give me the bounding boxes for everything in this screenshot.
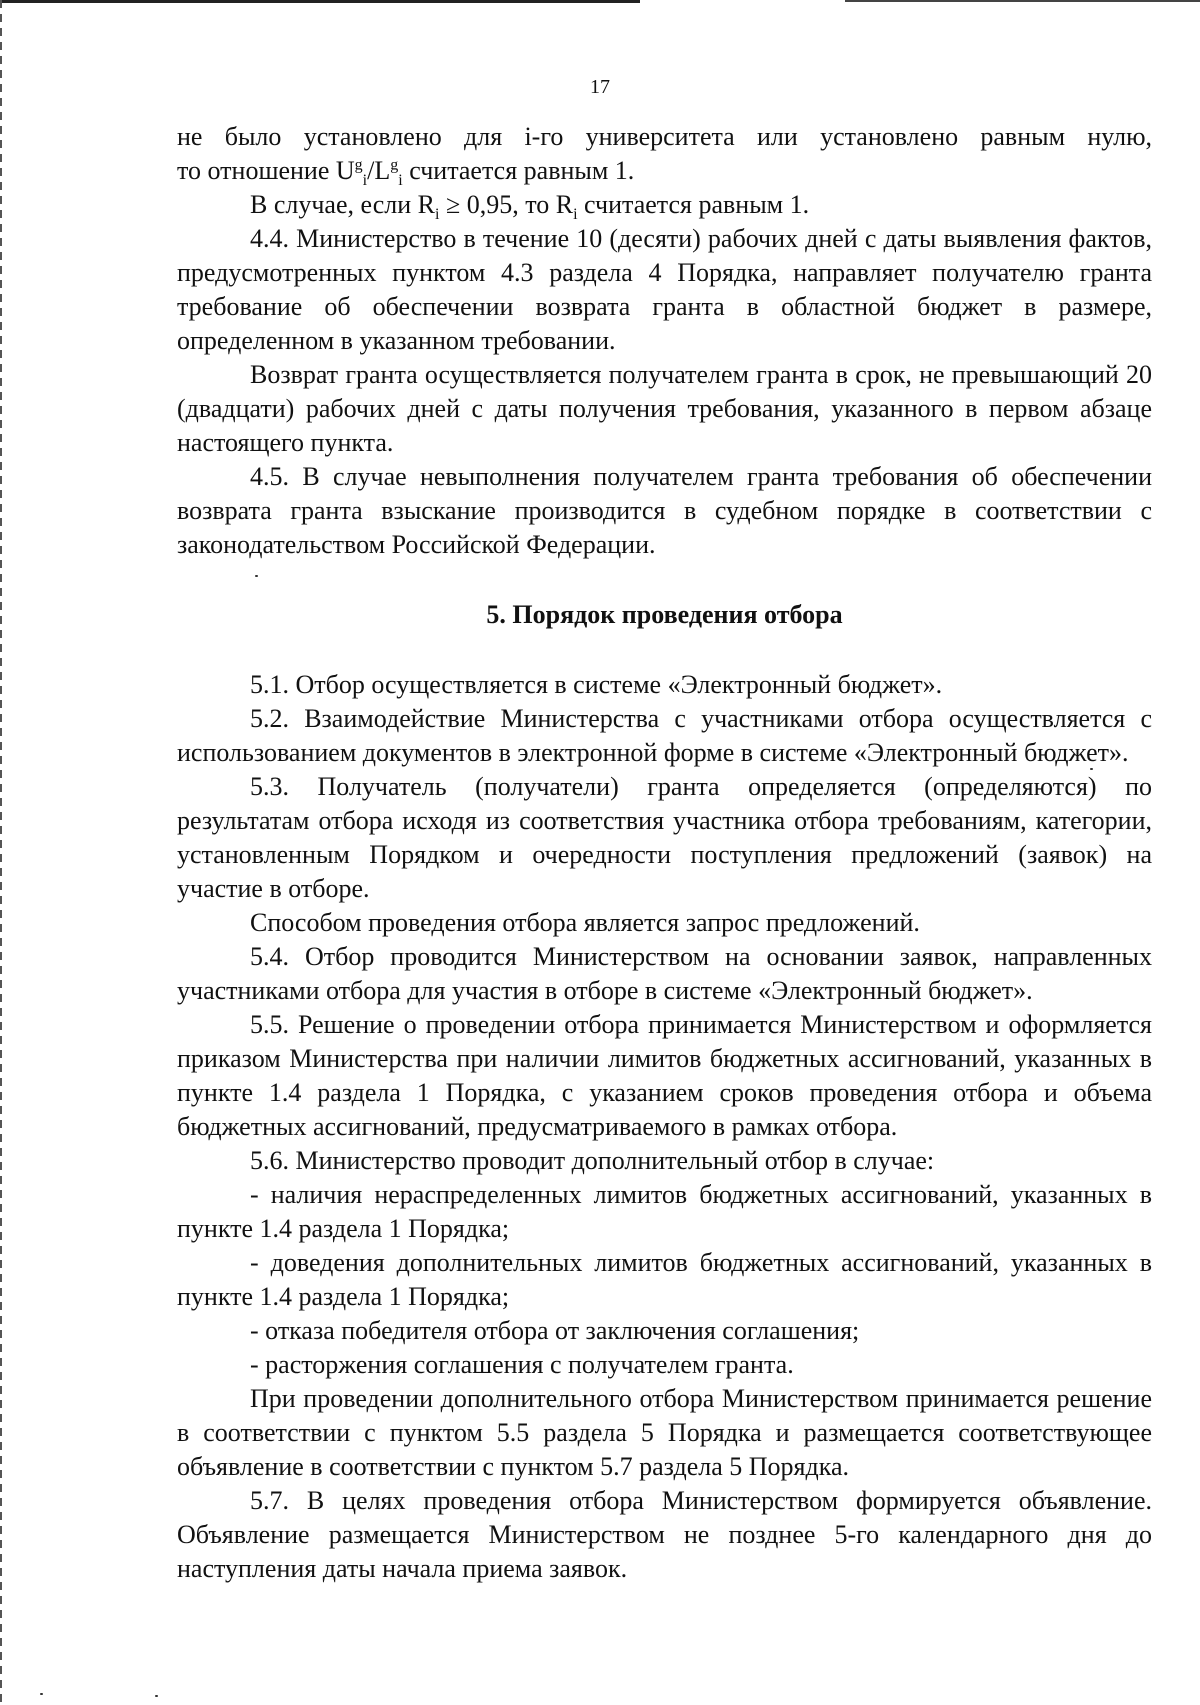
paragraph-5-7: 5.7. В целях проведения отбора Министерством формируется объявление. Объявление размещается Министерством не позднее 5-го календарного дня до наступления даты начала приема заявок. (177, 1486, 1152, 1583)
paragraph-5-4: 5.4. Отбор проводится Министерством на основании заявок, направленных участниками отбора для участия в отборе в системе «Электронный бюджет». (177, 942, 1152, 1005)
section-heading: 5. Порядок проведения отбора (486, 600, 843, 629)
list-item: - наличия нераспределенных лимитов бюджетных ассигнований, указанных в пункте 1.4 раздела 1 Порядка; (177, 1180, 1152, 1243)
list-item: - отказа победителя отбора от заключения соглашения; (250, 1316, 860, 1345)
paragraph-5-6: 5.6. Министерство проводит дополнительный отбор в случае: (250, 1146, 935, 1175)
scan-edge-top (0, 0, 640, 3)
text-run: считается равным 1. (577, 190, 810, 219)
paragraph-ri-condition (177, 188, 1152, 222)
formula-l-sub: i (398, 172, 403, 190)
paragraph-4-5: 4.5. В случае невыполнения получателем гранта требования об обеспечении возврата гранта взыскание производится в судебном порядке в соответствии с законодательством Российской Федерации. (177, 462, 1152, 559)
formula-l: L (374, 156, 391, 185)
scan-speck (155, 1695, 158, 1697)
paragraph-5-1: 5.1. Отбор осуществляется в системе «Электронный бюджет». (250, 670, 943, 699)
paragraph-5-5: 5.5. Решение о проведении отбора принимается Министерством и оформляется приказом Министерства при наличии лимитов бюджетных ассигнований, указанных в пункте 1.4 раздела 1 Порядка, с указанием сроков проведения отбора и объема бюджетных ассигнований, предусматриваемого в рамках отбора. (177, 1010, 1152, 1141)
formula-u-sup: g (354, 156, 363, 174)
formula-l-sup: g (390, 156, 399, 174)
text-run: то отношение (177, 156, 336, 185)
formula-u: U (335, 156, 355, 185)
paragraph-additional-selection: При проведении дополнительного отбора Министерством принимается решение в соответствии с пунктом 5.5 раздела 5 Порядка и размещается соответствующее объявление в соответствии с пунктом 5.7 раздела 5 Порядка. (177, 1384, 1152, 1481)
formula-u-sub: i (362, 172, 368, 190)
paragraph-ratio-formula (177, 154, 1152, 188)
text-run: ≥ 0,95, то R (439, 190, 574, 219)
paragraph-continuation-line: не было установлено для i-го университета или установлено равным нулю, (177, 122, 1152, 151)
paragraph-5-3: 5.3. Получатель (получатели) гранта определяется (определяются) по результатам отбора исходя из соответствия участника отбора требованиям, категории, установленным Порядком и очередности поступления предложений (заявок) на участие в отборе. (177, 772, 1152, 903)
scan-edge-top-right (845, 0, 1200, 2)
document-body (177, 120, 1152, 1586)
list-item: - доведения дополнительных лимитов бюджетных ассигнований, указанных в пункте 1.4 раздела 1 Порядка; (177, 1248, 1152, 1311)
scan-speck (40, 1693, 43, 1695)
list-item: - расторжения соглашения с получателем гранта. (250, 1350, 794, 1379)
paragraph-method: Способом проведения отбора является запрос предложений. (250, 908, 920, 937)
paragraph-4-4: 4.4. Министерство в течение 10 (десяти) рабочих дней с даты выявления фактов, предусмотренных пунктом 4.3 раздела 4 Порядка, направляет получателю гранта требование об обеспечении возврата гранта в областной бюджет в размере, определенном в указанном требовании. (177, 224, 1152, 355)
text-run: считается равным 1. (402, 156, 635, 185)
formula-sub: i (573, 206, 578, 224)
paragraph-return-term: Возврат гранта осуществляется получателем гранта в срок, не превышающий 20 (двадцати) рабочих дней с даты получения требования, указанного в первом абзаце настоящего пункта. (177, 360, 1152, 457)
scan-edge-left (0, 0, 2, 1705)
formula-sub: i (434, 206, 440, 224)
formula-slash: / (367, 156, 375, 185)
text-run: В случае, если R (250, 190, 435, 219)
page-number: 17 (590, 76, 610, 98)
paragraph-5-2: 5.2. Взаимодействие Министерства с участниками отбора осуществляется с использованием документов в электронной форме в системе «Электронный бюджет». (177, 704, 1152, 767)
